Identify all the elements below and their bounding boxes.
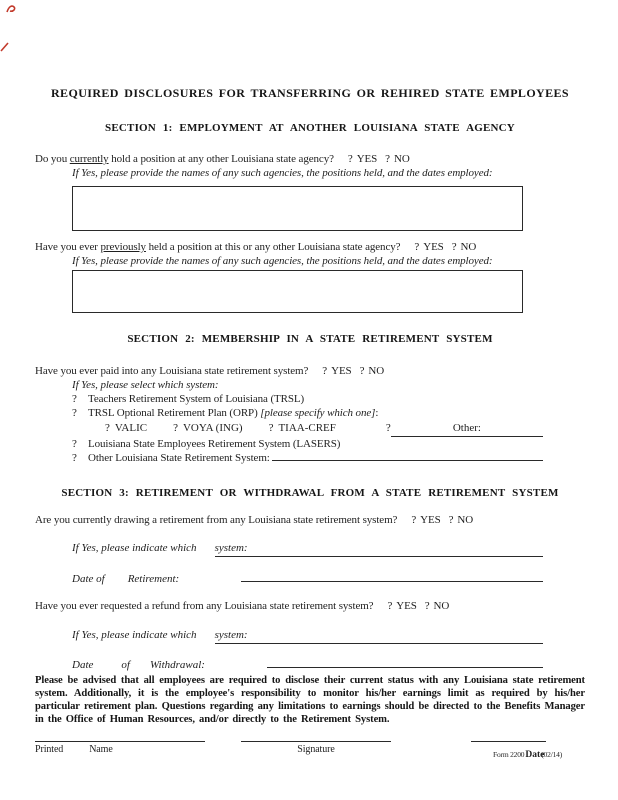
other-system-label: Other Louisiana State Retirement System: [88,452,270,464]
yes-checkbox[interactable]: ? [414,241,420,253]
printed-name-block [35,741,205,755]
question-paid-into-system [35,364,585,378]
tiaa-label: TIAA-CREF [278,422,336,434]
no-checkbox[interactable]: ? [359,365,365,377]
no-label: NO [457,514,474,526]
question-drawing-retirement [35,513,585,527]
trsl-label: Teachers Retirement System of Louisiana (TRSL) [88,393,305,405]
signature-label: Signature [297,743,335,755]
other-system-input[interactable] [272,460,543,461]
yes-label: YES [331,365,352,377]
question-text: Have you ever requested a refund from any Louisiana state retirement system? [35,600,374,612]
if-yes-hint: If Yes, please provide the names of any such agencies, the positions held, and the dates employed: [72,255,493,267]
question-emphasis: previously [100,241,146,253]
other-provider-checkbox[interactable]: ? [385,422,391,434]
provider-valic [105,421,147,436]
option-trsl [35,392,585,406]
yes-checkbox[interactable]: ? [387,600,393,612]
retirement-date-row [35,572,543,587]
question-current-position [35,152,585,166]
date-of-label: Date of [72,573,105,585]
no-checkbox[interactable]: ? [385,153,390,165]
form-revision: (02/14) [541,749,563,759]
retirement-label: Retirement: [127,573,180,585]
signature-row [35,741,585,762]
withdrawal-date-input[interactable] [267,667,543,668]
no-label: NO [393,153,410,165]
voya-checkbox[interactable]: ? [173,422,178,434]
no-label: NO [460,241,477,253]
date-label: Date [525,749,545,760]
question-emphasis: currently [69,153,109,165]
no-checkbox[interactable]: ? [448,514,454,526]
no-label: NO [433,600,450,612]
option-lasers [35,437,585,451]
question-text: hold a position at any other Louisiana state agency? [108,153,334,165]
yes-no-group [414,241,476,253]
withdrawal-label: Withdrawal: [149,659,205,671]
other-provider-label: Other: [452,422,481,434]
provider-tiaa [269,421,336,436]
yes-label: YES [423,241,444,253]
no-checkbox[interactable]: ? [424,600,430,612]
lasers-checkbox[interactable]: ? [72,438,77,450]
system-label: system: [214,629,248,641]
form-footer-text [471,744,563,762]
question-text: Are you currently drawing a retirement from any Louisiana state retirement system? [35,514,398,526]
indicate-label: If Yes, please indicate which [72,629,197,641]
orp-provider-row [35,421,543,437]
red-pen-mark [5,3,19,15]
yes-checkbox[interactable]: ? [347,153,353,165]
date-block [471,741,563,762]
lasers-label: Louisiana State Employees Retirement System (LASERS) [88,438,341,450]
option-other-system [35,451,543,465]
yes-no-group [322,365,384,377]
system-label: system: [214,542,248,554]
provider-voya [173,421,242,436]
tiaa-checkbox[interactable]: ? [268,422,274,434]
retirement-system-row [35,541,543,557]
question-previous-position [35,240,585,254]
yes-label: YES [396,600,417,612]
agencies-textarea-current[interactable] [72,186,523,231]
signature-line[interactable] [241,741,391,742]
valic-label: VALIC [114,422,148,434]
yes-no-group [411,514,473,526]
section2-heading: SECTION 2: MEMBERSHIP IN A STATE RETIREMENT SYSTEM [127,333,493,345]
disclosure-notice: Please be advised that all employees are required to disclose their current status with any Louisiana state retirement system. Additionally, it is the employee's responsibility to monitor his/her earnings limit as required by his/her particular retirement plan. Questions regarding any limitations to earnings should be directed to the Benefits Manager in the Office of Human Resources, and/or directly to the Retirement System. [35,675,585,725]
trsl-checkbox[interactable]: ? [72,393,77,405]
question-refund [35,599,585,613]
if-yes-hint: If Yes, please provide the names of any such agencies, the positions held, and the dates employed: [72,167,493,179]
orp-checkbox[interactable]: ? [72,407,77,419]
section3-heading: SECTION 3: RETIREMENT OR WITHDRAWAL FROM A STATE RETIREMENT SYSTEM [61,487,559,499]
select-system-hint: If Yes, please select which system: [72,379,219,391]
form-number: Form 2200 [493,749,525,759]
section1-heading: SECTION 1: EMPLOYMENT AT ANOTHER LOUISIANA STATE AGENCY [105,122,515,134]
valic-checkbox[interactable]: ? [105,422,110,434]
question-text: Do you [35,153,70,165]
yes-label: YES [356,153,378,165]
refund-system-input[interactable] [215,628,543,644]
yes-checkbox[interactable]: ? [411,514,417,526]
question-text: held a position at this or any other Louisiana state agency? [145,241,401,253]
question-text: Have you ever [35,241,101,253]
other-system-checkbox[interactable]: ? [72,452,77,464]
retirement-date-input[interactable] [241,581,543,582]
printed-name-line[interactable] [35,741,205,742]
signature-block [241,741,391,755]
agencies-textarea-previous[interactable] [72,270,523,313]
no-checkbox[interactable]: ? [451,241,457,253]
withdrawal-date-row [35,658,543,673]
orp-label: TRSL Optional Retirement Plan (ORP) [please specify which one]: [88,407,379,419]
printed-name-label: Printed Name [35,743,113,755]
date-line[interactable] [471,741,546,742]
yes-checkbox[interactable]: ? [322,365,328,377]
retirement-system-input[interactable] [215,541,543,557]
yes-no-group [387,600,449,612]
refund-system-row [35,628,543,644]
question-text: Have you ever paid into any Louisiana state retirement system? [35,365,309,377]
yes-label: YES [420,514,441,526]
date-label: Date [72,659,94,671]
red-pen-mark [0,41,10,53]
option-orp [35,406,585,420]
voya-label: VOYA (ING) [182,422,243,434]
indicate-label: If Yes, please indicate which [72,542,197,554]
no-label: NO [368,365,385,377]
of-label: of [121,659,130,671]
other-provider-input[interactable] [391,421,543,437]
page-title: REQUIRED DISCLOSURES FOR TRANSFERRING OR REHIRED STATE EMPLOYEES [50,86,570,100]
yes-no-group [348,153,410,165]
orp-note: [please specify which one] [260,407,376,419]
